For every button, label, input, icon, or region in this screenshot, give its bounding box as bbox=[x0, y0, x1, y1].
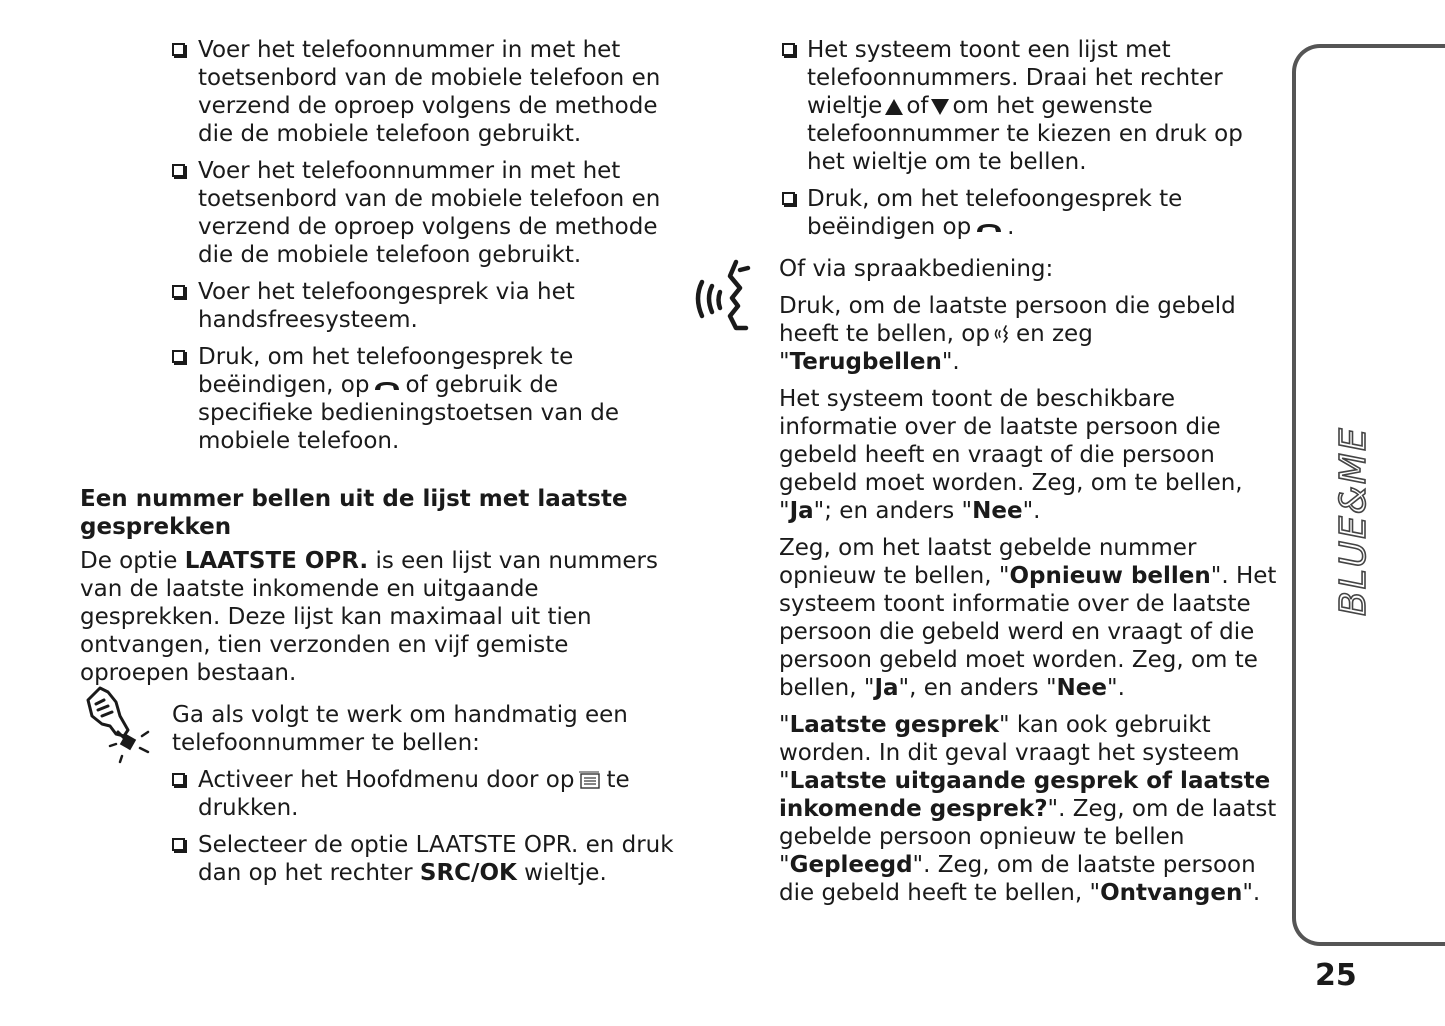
arrow-up-icon bbox=[885, 99, 903, 115]
checkbox-bullet-icon bbox=[172, 285, 185, 298]
svg-text:BLUE&ME: BLUE&ME bbox=[1333, 426, 1374, 616]
page-number: 25 bbox=[1315, 958, 1357, 993]
intro-paragraph: De optie LAATSTE OPR. is een lijst van nummers van de laatste inkomende en uitgaande gesprekken. Deze lijst kan maximaal uit tien ontvangen, tien verzonden en vijf gemiste oproepen bestaan. bbox=[80, 548, 658, 686]
paragraph: "Laatste gesprek" kan ook gebruikt worden. In dit geval vraagt het systeem "Laatste uitgaande gesprek of laatste inkomende gesprek?". Zeg, om de laatst gebelde persoon opnieuw te bellen "Gepleegd". Zeg, om de laatste persoon die gebeld heeft te bellen, "Ontvangen". bbox=[779, 712, 1277, 906]
arrow-down-icon bbox=[931, 99, 949, 115]
left-column bbox=[80, 36, 680, 896]
list-item: Het systeem toont een lijst met telefoonnummers. Draai het rechter wieltje of om het gewenste telefoonnummer te kiezen en druk op het wieltje om te bellen. bbox=[779, 36, 1279, 176]
blue-and-me-logo bbox=[1297, 376, 1407, 616]
section-heading: Een nummer bellen uit de lijst met laatste gesprekken bbox=[80, 486, 628, 540]
list-item: Druk, om het telefoongesprek te beëindigen, op of gebruik de specifieke bedieningstoetsen van de mobiele telefoon. bbox=[80, 343, 680, 455]
handset-end-call-icon bbox=[975, 222, 1003, 234]
handset-end-call-icon bbox=[373, 380, 401, 392]
hand-pressing-button-icon bbox=[80, 682, 154, 772]
list-item: Selecteer de optie LAATSTE OPR. en druk dan op het rechter SRC/OK wieltje. bbox=[80, 831, 680, 887]
voice-title: Of via spraakbediening: bbox=[779, 256, 1054, 282]
list-item: Voer het telefoonnummer in met het toetsenbord van de mobiele telefoon en verzend de oproep volgens de methode die de mobiele telefoon gebruikt. bbox=[80, 36, 680, 148]
list-item: Voer het telefoongesprek via het handsfreesysteem. bbox=[80, 278, 680, 334]
paragraph: Zeg, om het laatst gebelde nummer opnieuw te bellen, "Opnieuw bellen". Het systeem toont informatie over de laatste persoon die gebeld werd en vraagt of die persoon gebeld moet worden. Zeg, om te bellen, "Ja", en anders "Nee". bbox=[779, 535, 1277, 701]
list-item: Activeer het Hoofdmenu door op te drukken. bbox=[80, 766, 680, 822]
voice-command-icon bbox=[992, 323, 1014, 345]
checkbox-bullet-icon bbox=[172, 350, 185, 363]
checkbox-bullet-icon bbox=[172, 43, 185, 56]
checkbox-bullet-icon bbox=[172, 164, 185, 177]
manual-intro: Ga als volgt te werk om handmatig een telefoonnummer te bellen: bbox=[172, 702, 628, 756]
menu-button-icon bbox=[578, 771, 602, 791]
voice-command-icon bbox=[688, 256, 754, 336]
list-item: Voer het telefoonnummer in met het toetsenbord van de mobiele telefoon en verzend de oproep volgens de methode die de mobiele telefoon gebruikt. bbox=[80, 157, 680, 269]
list-item: Druk, om het telefoongesprek te beëindigen op . bbox=[779, 185, 1279, 241]
checkbox-bullet-icon bbox=[782, 192, 795, 205]
checkbox-bullet-icon bbox=[172, 773, 185, 786]
paragraph: Het systeem toont de beschikbare informatie over de laatste persoon die gebeld heeft en vraagt of die persoon gebeld moet worden. Zeg, om te bellen, "Ja"; en anders "Nee". bbox=[779, 386, 1243, 524]
checkbox-bullet-icon bbox=[172, 838, 185, 851]
paragraph: Druk, om de laatste persoon die gebeld heeft te bellen, op en zeg "Terugbellen". bbox=[779, 293, 1236, 375]
right-column bbox=[779, 36, 1279, 916]
checkbox-bullet-icon bbox=[782, 43, 795, 56]
